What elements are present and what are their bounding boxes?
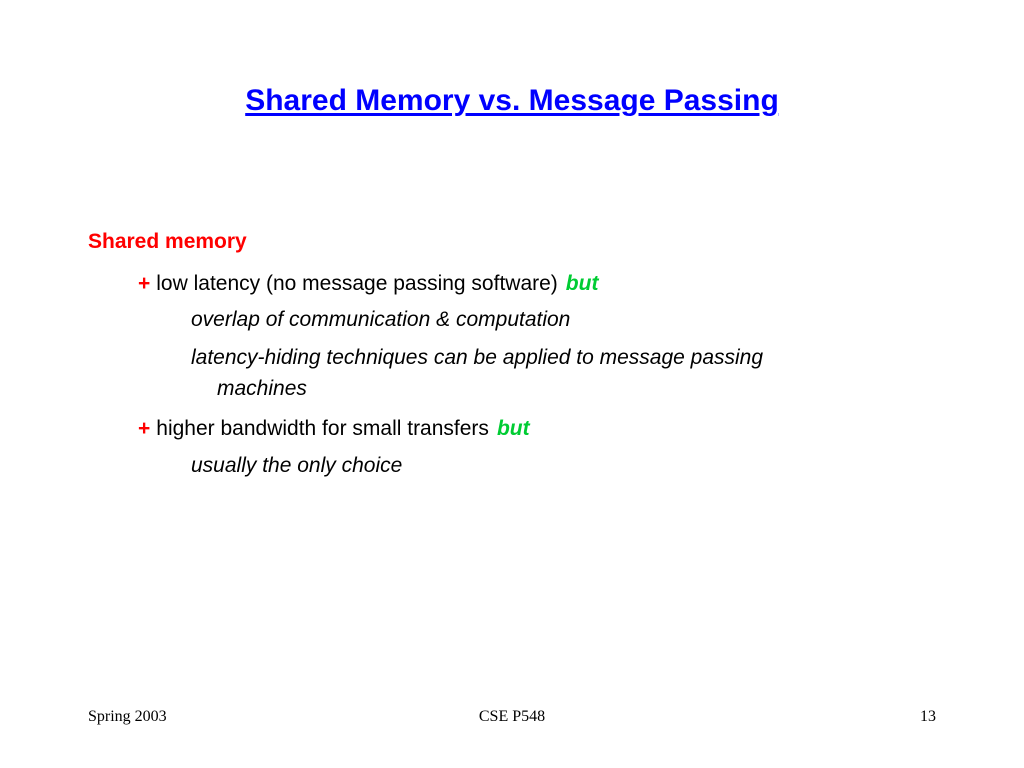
section-heading: Shared memory (88, 230, 247, 253)
plus-marker: + (138, 417, 151, 440)
subpoint-text-continuation: machines (217, 377, 307, 400)
subpoint-text: overlap of communication & computation (191, 308, 571, 331)
plus-marker: + (138, 272, 151, 295)
subpoint (191, 342, 911, 404)
slide-title: Shared Memory vs. Message Passing (245, 84, 779, 117)
subpoint (191, 304, 911, 335)
qualifier-but: but (496, 417, 530, 440)
footer-course: CSE P548 (478, 708, 546, 725)
footer-page-number: 13 (920, 708, 936, 725)
subpoint (191, 450, 911, 481)
bullet-text: low latency (no message passing software) (156, 272, 558, 295)
footer-date: Spring 2003 (88, 708, 167, 725)
subpoint-text: usually the only choice (191, 454, 403, 477)
bullet-text: higher bandwidth for small transfers (156, 417, 489, 440)
bullet-point-2 (138, 417, 530, 441)
subpoint-text: latency-hiding techniques can be applied to message passing (191, 346, 764, 369)
bullet-point-1 (138, 272, 598, 296)
qualifier-but: but (565, 272, 599, 295)
